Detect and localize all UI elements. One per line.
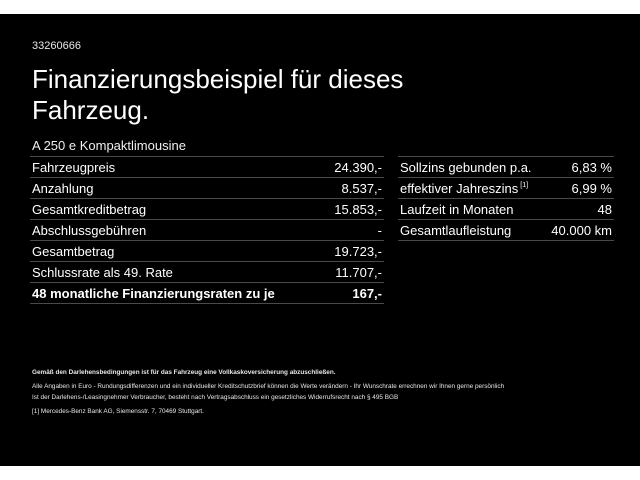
financing-table-left — [30, 156, 384, 304]
table-row — [30, 262, 384, 283]
row-label: Gesamtkreditbetrag — [32, 201, 147, 217]
row-label: Fahrzeugpreis — [32, 159, 116, 175]
insurance-note: Gemäß den Darlehensbedingungen ist für das Fahrzeug eine Vollkaskoversicherung abzuschließen. — [32, 369, 336, 376]
row-value: 6,99 % — [571, 180, 612, 196]
table-row — [398, 220, 614, 241]
legal-notes — [32, 368, 612, 418]
row-value: 15.853,- — [334, 201, 382, 217]
row-value: 40.000 km — [551, 222, 612, 238]
row-label: Abschlussgebühren — [32, 222, 147, 238]
row-label: Laufzeit in Monaten — [400, 201, 514, 217]
row-label: Sollzins gebunden p.a. — [400, 159, 532, 175]
table-row — [398, 157, 614, 178]
row-label: 48 monatliche Finanzierungsraten zu je — [32, 285, 275, 301]
row-value: 8.537,- — [341, 180, 382, 196]
page-title: Finanzierungsbeispiel für dieses Fahrzeug. — [32, 64, 404, 125]
table-row — [30, 178, 384, 199]
row-value: 24.390,- — [334, 159, 382, 175]
row-value: 11.707,- — [335, 264, 382, 280]
footnote-marker: [1] — [520, 181, 529, 189]
row-value: 48 — [597, 201, 612, 217]
row-label — [400, 181, 528, 196]
row-label: Schlussrate als 49. Rate — [32, 264, 173, 280]
financing-panel — [0, 14, 640, 466]
row-label: Gesamtbetrag — [32, 243, 115, 259]
table-row — [30, 220, 384, 241]
disclaimer-line: Alle Angaben in Euro - Rundungsdifferenzen und ein individueller Kreditschutzbrief können die Werte verändern - Ihr Wunschrate errechnen wir Ihnen gerne persönlich — [32, 383, 505, 391]
table-row — [30, 157, 384, 178]
row-label: Anzahlung — [32, 180, 94, 196]
table-row — [30, 241, 384, 262]
row-label: Gesamtlaufleistung — [400, 222, 512, 238]
footnote-text: [1] Mercedes-Benz Bank AG, Siemensstr. 7, 70469 Stuttgart. — [32, 408, 204, 416]
table-row — [398, 199, 614, 220]
row-value: 19.723,- — [334, 243, 382, 259]
table-row — [398, 178, 614, 199]
financing-table-right — [398, 156, 614, 241]
monthly-rate-row — [30, 283, 384, 304]
monthly-rate-value: 167,- — [352, 285, 382, 301]
table-row — [30, 199, 384, 220]
row-label-text: effektiver Jahreszins — [400, 180, 519, 196]
offer-id: 33260666 — [32, 40, 81, 52]
row-value: 6,83 % — [571, 159, 612, 175]
model-name: A 250 e Kompaktlimousine — [32, 138, 186, 153]
disclaimer-line: Ist der Darlehens-/Leasingnehmer Verbraucher, besteht nach Vertragsabschluss ein gesetzliches Widerrufsrecht nach § 495 BGB — [32, 393, 399, 401]
row-value: - — [377, 222, 382, 238]
